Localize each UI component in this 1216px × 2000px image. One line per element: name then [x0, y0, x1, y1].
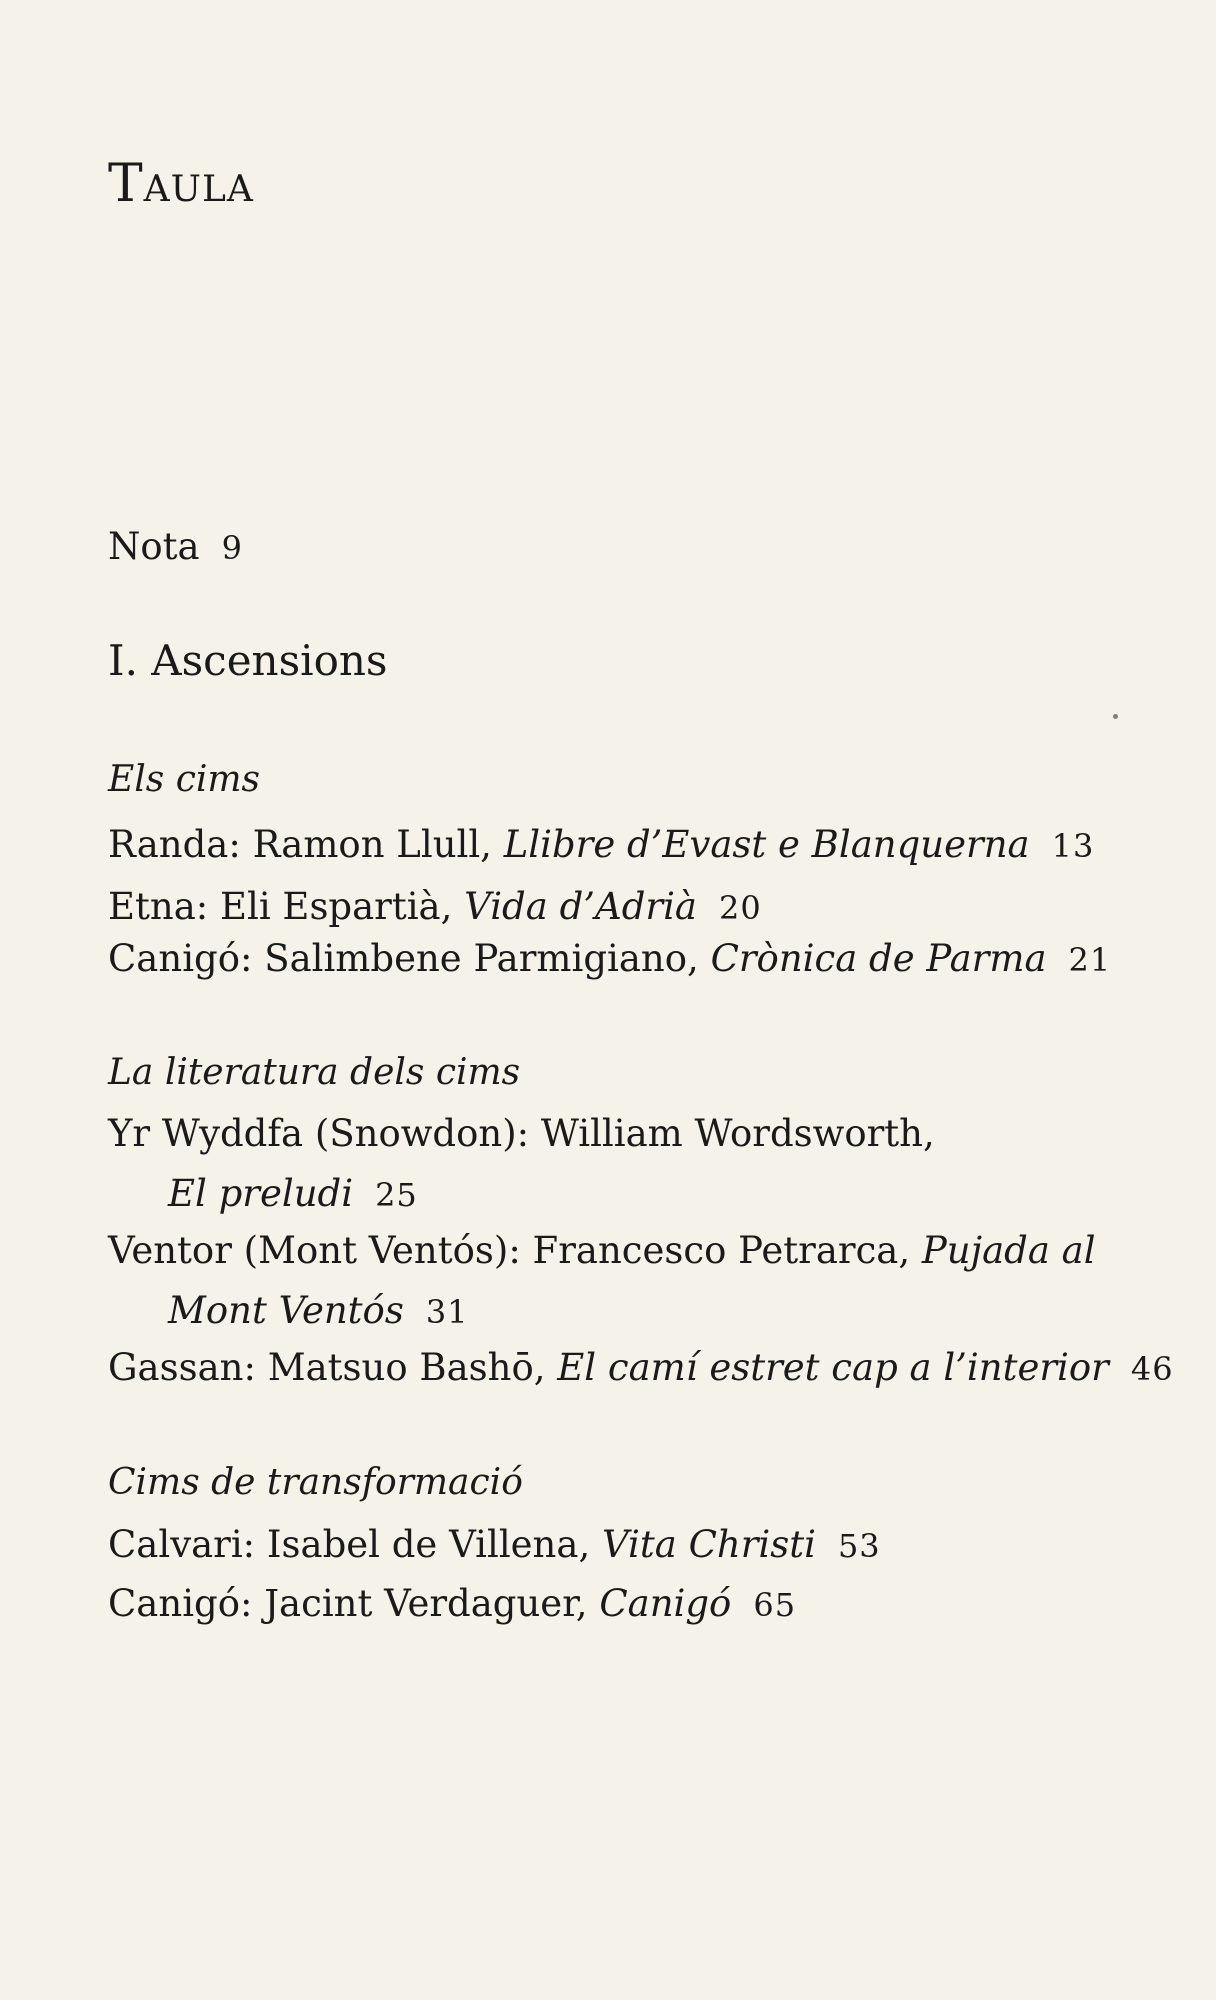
entry-work-title: Vita Christi	[601, 1523, 816, 1566]
entry-page-number: 13	[1051, 827, 1095, 865]
entry-page-number: 9	[221, 529, 243, 567]
entry-text: Randa: Ramon Llull,	[108, 823, 492, 866]
entry-text: Etna: Eli Espartià,	[108, 885, 453, 928]
entry-text: Gassan: Matsuo Bashō,	[108, 1346, 546, 1389]
entry-page-number: 65	[753, 1586, 797, 1624]
entry-page-number: 21	[1068, 941, 1112, 979]
entry-work-title: Vida d’Adrià	[464, 885, 697, 928]
toc-entry	[108, 937, 1112, 980]
entry-work-title: Llibre d’Evast e Blanquerna	[503, 823, 1030, 866]
entry-work-title: Crònica de Parma	[710, 937, 1047, 980]
entry-work-title: Canigó	[599, 1582, 732, 1625]
toc-entry-continuation	[168, 1289, 469, 1332]
toc-entry	[108, 1229, 1096, 1272]
ink-speck	[1113, 714, 1118, 719]
entry-text: Canigó: Jacint Verdaguer,	[108, 1582, 588, 1625]
entry-text: Yr Wyddfa (Snowdon): William Wordsworth,	[108, 1112, 935, 1155]
page-title: Taula	[108, 154, 254, 214]
toc-entry	[108, 885, 762, 928]
section-heading-ascensions: I. Ascensions	[108, 636, 388, 685]
entry-work-title: El camí estret cap a l’interior	[557, 1346, 1109, 1389]
subsection-heading-els-cims: Els cims	[108, 759, 260, 800]
toc-entry	[108, 1112, 935, 1155]
entry-page-number: 20	[719, 889, 762, 927]
toc-entry-continuation	[168, 1172, 418, 1215]
toc-entry	[108, 1523, 881, 1566]
entry-text: Ventor (Mont Ventós): Francesco Petrarca,	[108, 1229, 911, 1272]
entry-text: Canigó: Salimbene Parmigiano,	[108, 937, 699, 980]
entry-page-number: 46	[1130, 1350, 1174, 1388]
toc-entry	[108, 823, 1095, 866]
entry-page-number: 25	[375, 1176, 418, 1214]
entry-work-title-continued: Mont Ventós	[168, 1289, 404, 1332]
entry-label: Nota	[108, 525, 200, 568]
subsection-heading-cims-de-transformacio: Cims de transformació	[108, 1462, 523, 1503]
toc-entry	[108, 1346, 1174, 1389]
entry-text: Calvari: Isabel de Villena,	[108, 1523, 591, 1566]
entry-work-title: Pujada al	[921, 1229, 1096, 1272]
entry-page-number: 53	[837, 1527, 881, 1565]
entry-work-title: El preludi	[168, 1172, 354, 1215]
toc-entry	[108, 1582, 797, 1625]
toc-entry-nota	[108, 525, 243, 568]
subsection-heading-la-literatura-dels-cims: La literatura dels cims	[108, 1052, 521, 1093]
entry-page-number: 31	[425, 1293, 469, 1331]
